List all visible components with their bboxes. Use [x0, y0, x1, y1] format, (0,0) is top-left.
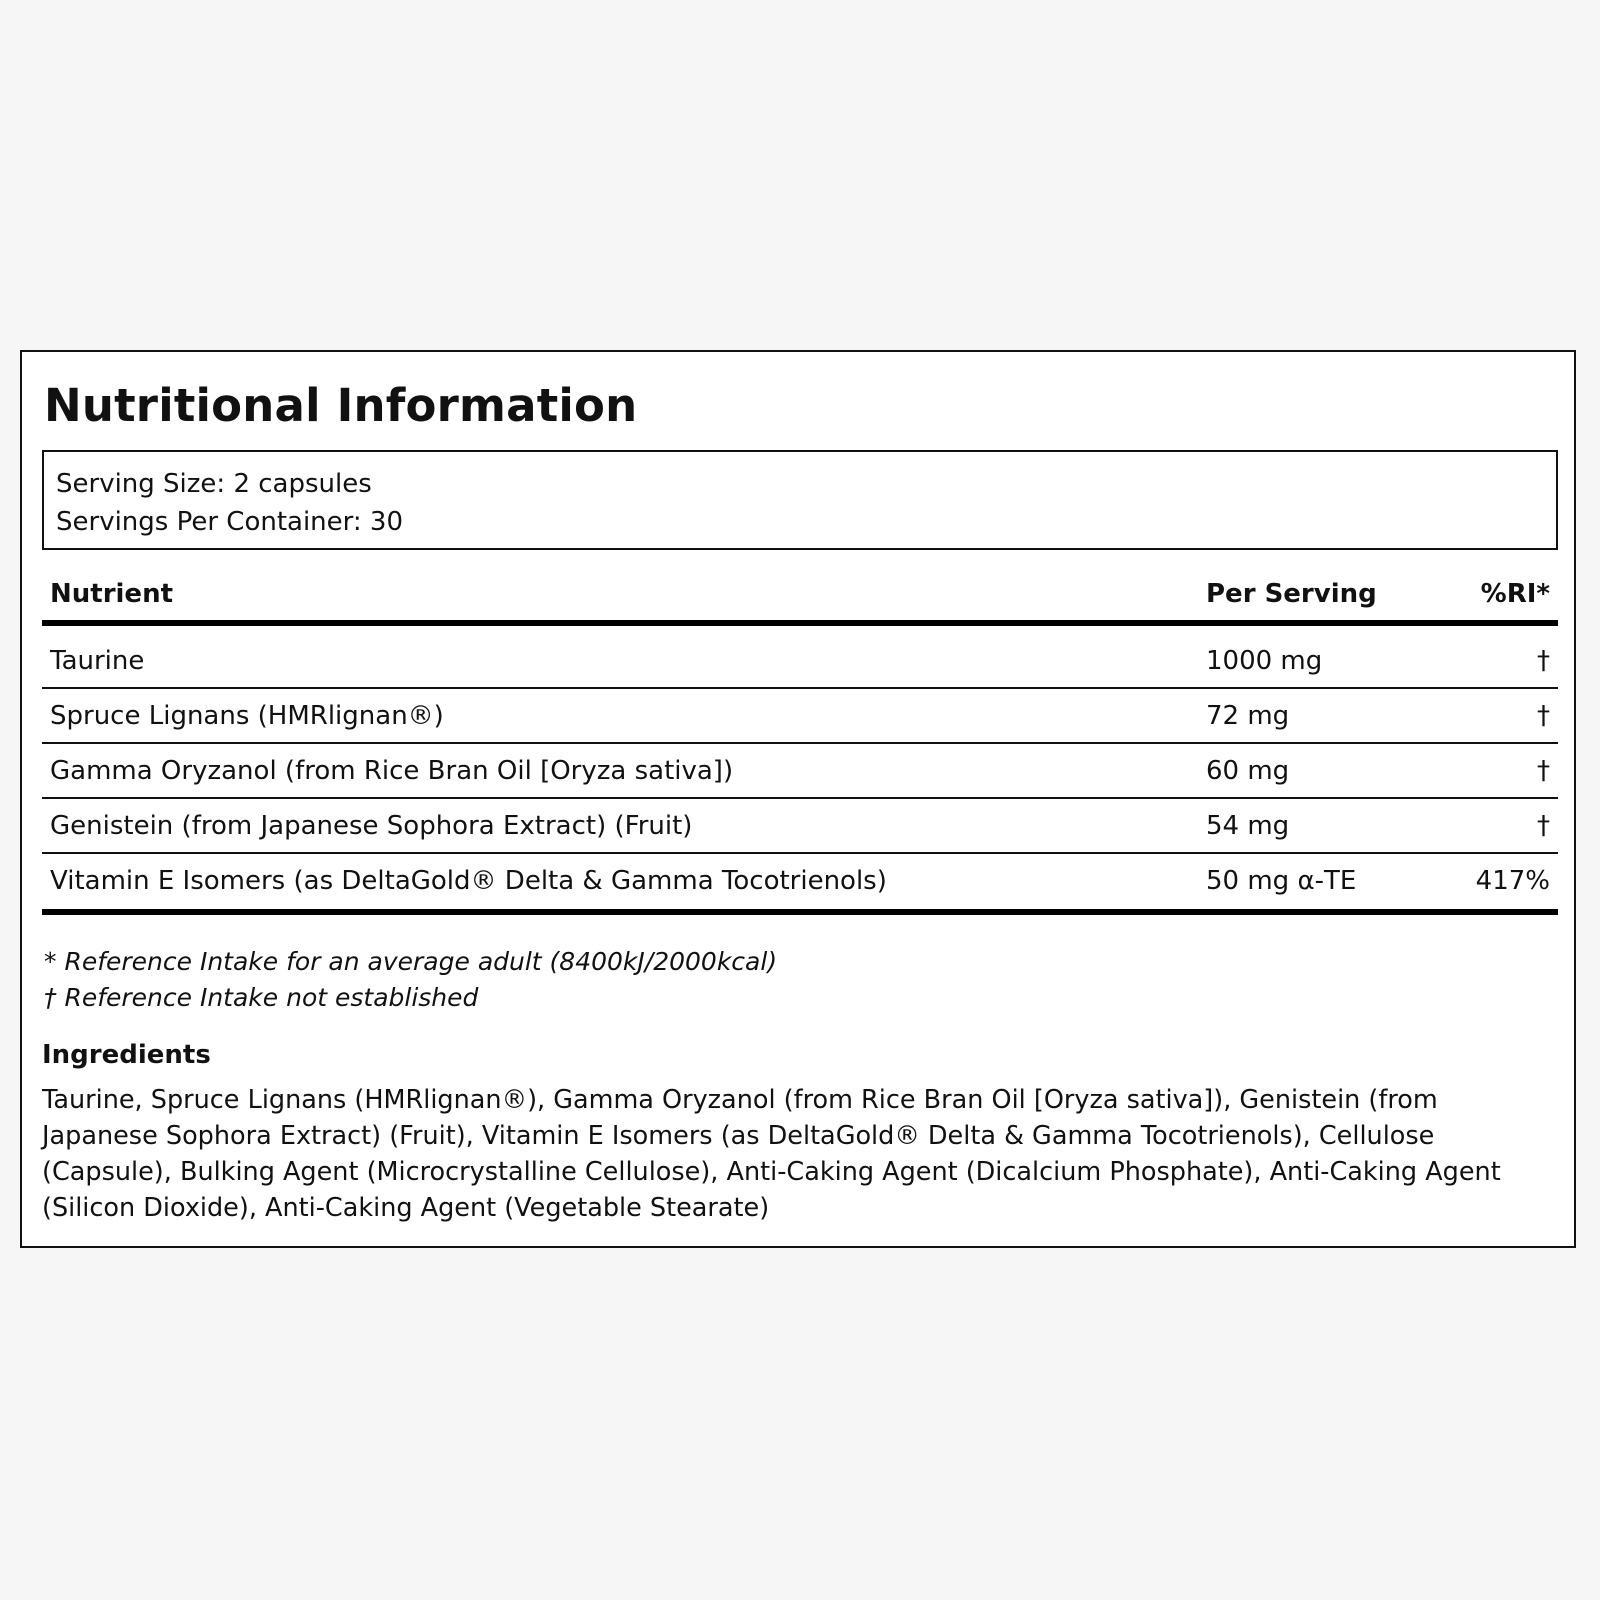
table-bottom-rule: [42, 909, 1558, 915]
nutrient-name: Taurine: [50, 646, 145, 676]
servings-per-container: Servings Per Container: 30: [56, 507, 404, 537]
ingredients-heading: Ingredients: [42, 1040, 211, 1070]
nutrient-table: [42, 562, 1558, 915]
panel-title: Nutritional Information: [44, 379, 638, 432]
per-serving-value: 50 mg α-TE: [1206, 866, 1357, 896]
header-ri: %RI*: [1480, 579, 1550, 609]
table-row: [42, 689, 1558, 744]
footnotes: [44, 944, 777, 1016]
nutrient-table-header: [42, 562, 1558, 626]
per-serving-value: 72 mg: [1206, 701, 1290, 731]
table-row: [42, 634, 1558, 689]
serving-size: Serving Size: 2 capsules: [56, 469, 372, 499]
header-nutrient: Nutrient: [50, 579, 174, 609]
per-serving-value: 1000 mg: [1206, 646, 1323, 676]
table-row: [42, 854, 1558, 909]
ingredients-text: Taurine, Spruce Lignans (HMRlignan®), Gamma Oryzanol (from Rice Bran Oil [Oryza sativa]), Genistein (from Japanese Sophora Extract) (Fruit), Vitamin E Isomers (as DeltaGold® Delta & Gamma Tocotrienols), Cellulose (Capsule), Bulking Agent (Microcrystalline Cellulose), Anti-Caking Agent (Dicalcium Phosphate), Anti-Caking Agent (Silicon Dioxide), Anti-Caking Agent (Vegetable Stearate): [42, 1085, 1501, 1223]
nutrient-name: Vitamin E Isomers (as DeltaGold® Delta & Gamma Tocotrienols): [50, 866, 887, 896]
ri-value: †: [1537, 646, 1550, 676]
per-serving-value: 60 mg: [1206, 756, 1290, 786]
nutrient-table-body: [42, 634, 1558, 915]
ri-value: †: [1537, 811, 1550, 841]
nutrient-name: Genistein (from Japanese Sophora Extract) (Fruit): [50, 811, 693, 841]
nutrition-panel: [20, 350, 1576, 1248]
footnote-reference-intake: * Reference Intake for an average adult (8400kJ/2000kcal): [44, 947, 778, 976]
ri-value: †: [1537, 701, 1550, 731]
serving-info-box: [42, 450, 1558, 550]
nutrient-name: Spruce Lignans (HMRlignan®): [50, 701, 444, 731]
table-row: [42, 744, 1558, 799]
ri-value: †: [1537, 756, 1550, 786]
footnote-not-established: † Reference Intake not established: [44, 983, 479, 1012]
header-per-serving: Per Serving: [1206, 579, 1377, 609]
nutrient-name: Gamma Oryzanol (from Rice Bran Oil [Oryza sativa]): [50, 756, 734, 786]
ri-value: 417%: [1475, 866, 1550, 896]
table-row: [42, 799, 1558, 854]
per-serving-value: 54 mg: [1206, 811, 1290, 841]
